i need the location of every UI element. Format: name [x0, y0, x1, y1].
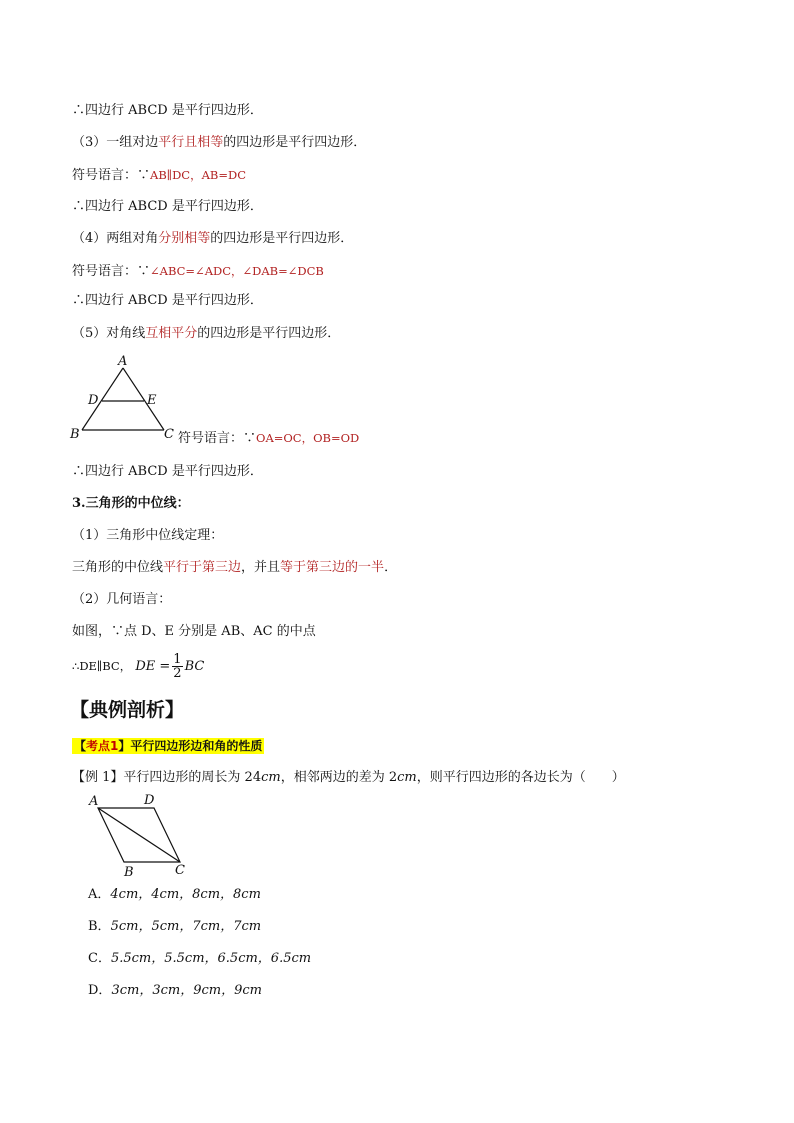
bracket: 】	[118, 739, 131, 753]
text: ，相邻两边的差为	[280, 770, 389, 785]
highlight-text: 分别相等	[158, 231, 211, 246]
option-b[interactable]	[88, 918, 261, 936]
text: 3.三角形的中位线：	[72, 496, 190, 511]
label-d: D	[88, 393, 99, 408]
text: ∴四边行 ABCD 是平行四边形．	[72, 199, 263, 214]
text: （2）几何语言：	[72, 592, 172, 607]
formula-rhs: BC	[184, 659, 205, 674]
text: ∴DE∥BC，	[72, 659, 132, 673]
text: ∴四边行 ABCD 是平行四边形．	[72, 464, 263, 479]
label-a: A	[89, 794, 99, 809]
option-text: 4cm，4cm，8cm，8cm	[110, 887, 261, 902]
number: 24	[244, 770, 262, 785]
conclusion-line-4	[72, 463, 263, 481]
option-text: 3cm，3cm，9cm，9cm	[111, 983, 262, 998]
option-letter: B．	[88, 919, 111, 934]
conclusion-line-2	[72, 198, 263, 216]
section-heading	[70, 697, 184, 723]
text: 【典例剖析】	[70, 699, 185, 721]
criterion-3	[72, 134, 366, 152]
conclusion-line-3	[72, 292, 263, 310]
section-3-title	[72, 495, 190, 513]
label-b: B	[124, 865, 134, 880]
triangle-midline-figure	[66, 352, 181, 444]
text: 的四边形是平行四边形．	[223, 135, 367, 150]
criterion-4	[72, 230, 353, 248]
symbol-language-3	[72, 166, 246, 185]
unit: cm	[261, 770, 281, 785]
option-a[interactable]	[88, 886, 261, 904]
bracket: 【	[74, 739, 87, 753]
option-d[interactable]	[88, 982, 262, 1000]
text: ∴四边行 ABCD 是平行四边形．	[72, 293, 263, 308]
text: ，则平行四边形的各边长为（ ）	[416, 770, 625, 785]
text: ．	[384, 560, 398, 575]
highlight-text: 平行于第三边	[163, 560, 242, 575]
symbol-text: AB∥DC，AB=DC	[150, 168, 247, 182]
conclusion-line-1	[72, 102, 263, 120]
text: 【例 1】平行四边形的周长为	[72, 770, 245, 785]
label-c: C	[164, 427, 174, 442]
option-c[interactable]	[88, 950, 311, 968]
label-d: D	[144, 793, 155, 808]
label-a: A	[118, 354, 128, 369]
example-question	[72, 769, 625, 787]
geometry-premise	[72, 623, 316, 641]
highlight-text: 平行且相等	[158, 135, 224, 150]
fraction-denominator: 2	[173, 666, 182, 681]
kaodian-highlight	[72, 738, 264, 754]
symbol-text: OA=OC，OB=OD	[256, 431, 360, 445]
highlight-text: 互相平分	[145, 326, 198, 341]
text: （4）两组对角	[72, 231, 159, 246]
symbol-language-5	[178, 429, 359, 448]
geometry-conclusion	[72, 652, 204, 681]
text: 符号语言：∵	[178, 431, 257, 446]
text: （5）对角线	[72, 326, 146, 341]
text: 如图，∵点 D、E 分别是 AB、AC 的中点	[72, 624, 316, 639]
highlight-text: 等于第三边的一半	[280, 560, 385, 575]
option-text: 5.5cm，5.5cm，6.5cm，6.5cm	[110, 951, 312, 966]
text: （1）三角形中位线定理：	[72, 528, 224, 543]
kaodian-tag	[72, 737, 264, 756]
text: （3）一组对边	[72, 135, 159, 150]
label-e: E	[147, 393, 157, 408]
text: 三角形的中位线	[72, 560, 164, 575]
option-text: 5cm，5cm，7cm，7cm	[110, 919, 262, 934]
diagonal-ac	[98, 808, 180, 862]
parallelogram-figure	[86, 790, 196, 880]
option-letter: D．	[88, 983, 112, 998]
theorem-statement	[72, 559, 397, 577]
theorem-title	[72, 527, 223, 545]
option-letter: A．	[88, 887, 111, 902]
label-c: C	[175, 863, 185, 878]
kaodian-title: 平行四边形边和角的性质	[130, 739, 263, 753]
criterion-5	[72, 325, 340, 343]
formula-lhs: DE =	[135, 659, 171, 674]
triangle-side-ac	[123, 368, 164, 430]
fraction-numerator: 1	[173, 652, 182, 667]
kaodian-label: 考点1	[86, 739, 119, 753]
unit: cm	[397, 770, 417, 785]
text: 符号语言：∵	[72, 168, 151, 183]
geometry-language-title	[72, 591, 171, 609]
text: ，并且	[241, 560, 281, 575]
text: 的四边形是平行四边形．	[210, 231, 354, 246]
option-letter: C．	[88, 951, 111, 966]
text: ∴四边行 ABCD 是平行四边形．	[72, 103, 263, 118]
text: 符号语言：∵	[72, 264, 151, 279]
symbol-language-4	[72, 262, 324, 281]
number: 2	[388, 770, 398, 785]
fraction-one-half	[172, 653, 182, 680]
text: 的四边形是平行四边形．	[197, 326, 341, 341]
symbol-text: ∠ABC=∠ADC，∠DAB=∠DCB	[150, 264, 324, 278]
label-b: B	[70, 427, 80, 442]
